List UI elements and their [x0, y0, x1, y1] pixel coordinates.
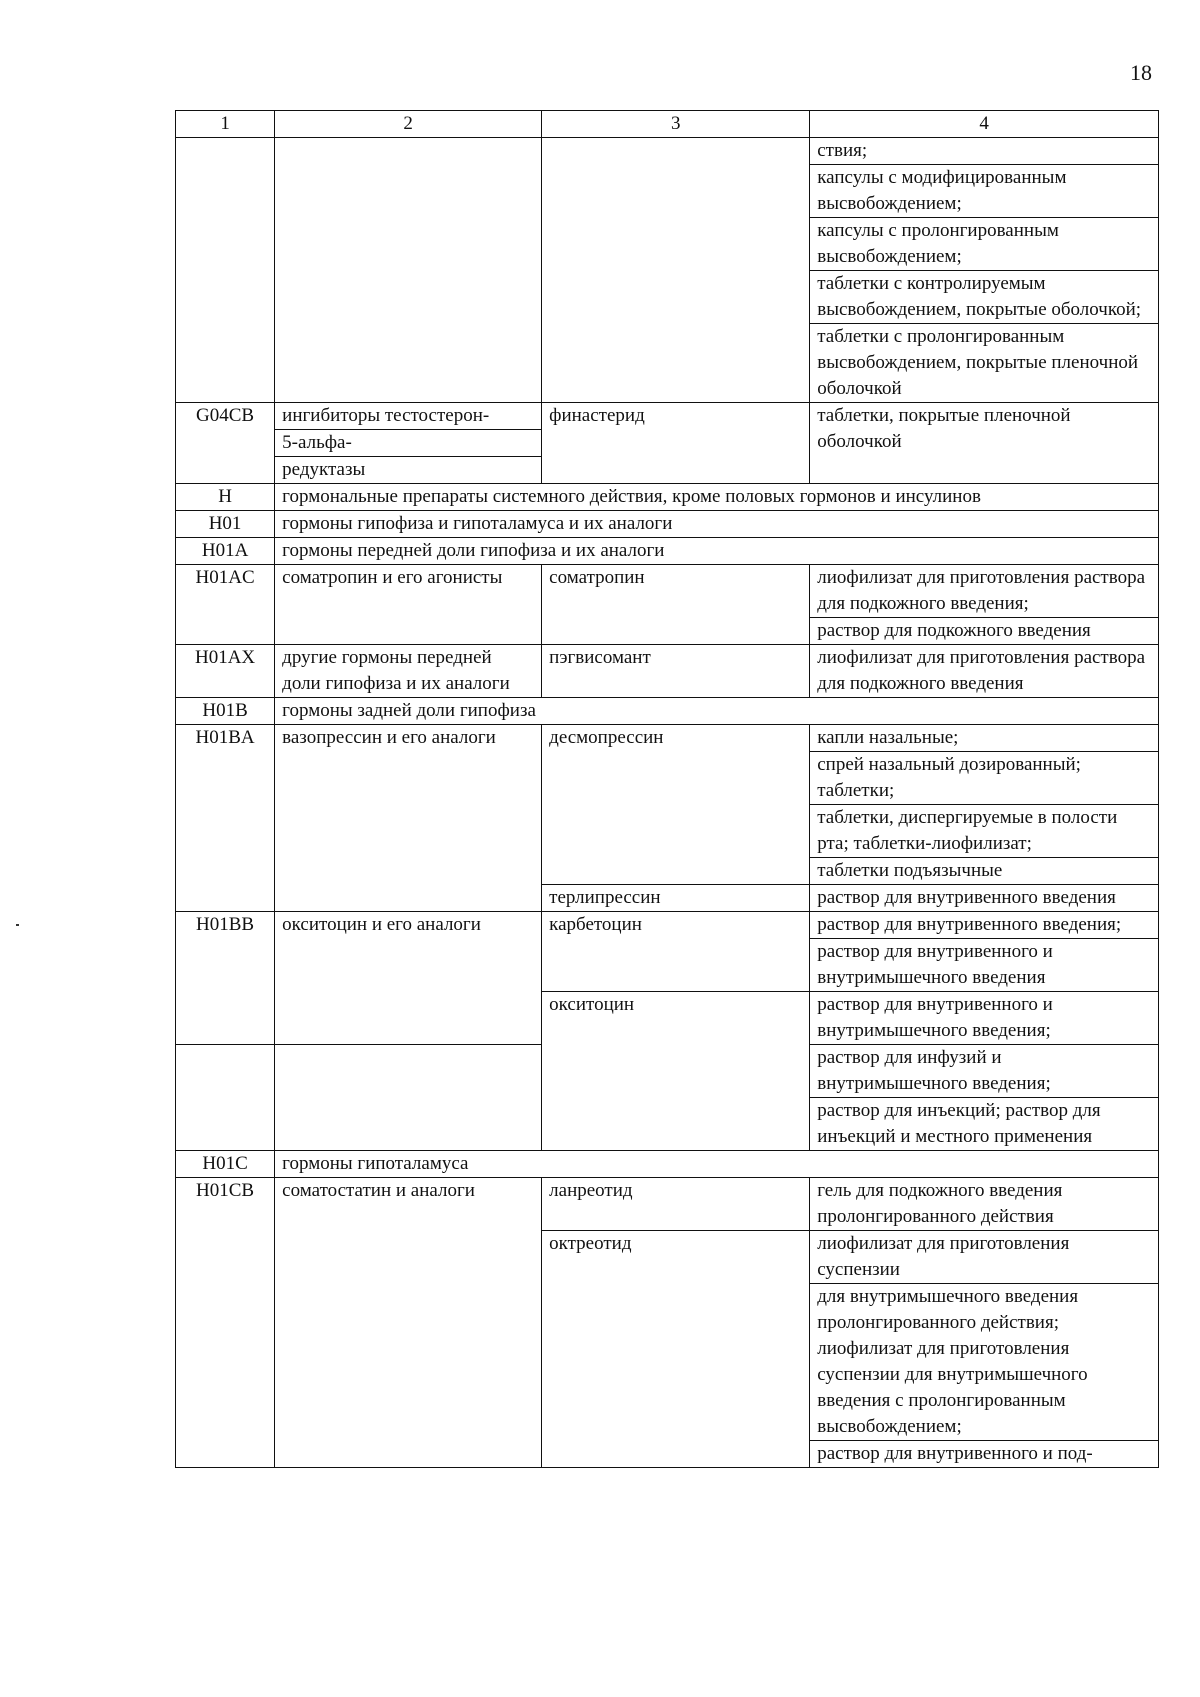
dosage-form-cell: капсулы с модифицированным высвобождением;	[810, 165, 1159, 218]
table-row	[176, 538, 1159, 565]
atc-code-cell: G04CB	[176, 403, 275, 484]
drug-name-cell: ланреотид	[542, 1178, 810, 1231]
group-name-cell: гормоны задней доли гипофиза	[275, 698, 1159, 725]
group-name-cell: ингибиторы тестостерон-	[275, 403, 542, 430]
group-name-cell: вазопрессин и его аналоги	[275, 725, 542, 912]
drug-name-cell: окситоцин	[542, 992, 810, 1151]
atc-code-cell: H01	[176, 511, 275, 538]
group-name-cell: другие гормоны передней доли гипофиза и их аналоги	[275, 645, 542, 698]
atc-code-cell: H01AC	[176, 565, 275, 645]
table-row	[176, 1178, 1159, 1231]
dosage-form-cell: капли назальные;	[810, 725, 1159, 752]
atc-code-cell: H01C	[176, 1151, 275, 1178]
empty-cell	[275, 1045, 542, 1151]
dosage-form-cell: раствор для внутривенного и внутримышечного введения;	[810, 992, 1159, 1045]
medicines-table	[175, 110, 1159, 1468]
col-header-2: 2	[275, 111, 542, 138]
drug-name-cell: финастерид	[542, 403, 810, 484]
table-row	[176, 725, 1159, 752]
dosage-form-cell: раствор для подкожного введения	[810, 618, 1159, 645]
table-row	[176, 511, 1159, 538]
col-header-4: 4	[810, 111, 1159, 138]
atc-code-cell: H01B	[176, 698, 275, 725]
atc-code-cell: H01AX	[176, 645, 275, 698]
dosage-form-cell: лиофилизат для приготовления раствора для подкожного введения	[810, 645, 1159, 698]
table-row	[176, 1151, 1159, 1178]
drug-name-cell: пэгвисомант	[542, 645, 810, 698]
empty-cell	[542, 138, 810, 403]
drug-name-cell: соматропин	[542, 565, 810, 645]
empty-cell	[275, 138, 542, 403]
atc-code-cell: H01BB	[176, 912, 275, 1045]
group-name-cell: соматостатин и аналоги	[275, 1178, 542, 1468]
page-number: 18	[1130, 60, 1152, 85]
dosage-form-cell: раствор для внутривенного введения	[810, 885, 1159, 912]
atc-code-cell: H01CB	[176, 1178, 275, 1468]
table-row	[176, 484, 1159, 511]
drug-name-cell: карбетоцин	[542, 912, 810, 992]
dosage-form-cell: таблетки подъязычные	[810, 858, 1159, 885]
group-name-cell: гормональные препараты системного действия, кроме половых гормонов и инсулинов	[275, 484, 1159, 511]
group-name-cell: гормоны гипофиза и гипоталамуса и их аналоги	[275, 511, 1159, 538]
table-row	[176, 565, 1159, 618]
table-row	[176, 138, 1159, 165]
table-row	[176, 645, 1159, 698]
group-name-cell: соматропин и его агонисты	[275, 565, 542, 645]
table-header-row	[176, 111, 1159, 138]
dosage-form-cell: капсулы с пролонгированным высвобождением;	[810, 218, 1159, 271]
dosage-form-cell: раствор для инъекций; раствор для инъекций и местного применения	[810, 1098, 1159, 1151]
drug-name-cell: десмопрессин	[542, 725, 810, 885]
group-name-cell: гормоны гипоталамуса	[275, 1151, 1159, 1178]
atc-code-cell: H01A	[176, 538, 275, 565]
drug-name-cell: терлипрессин	[542, 885, 810, 912]
dosage-form-cell: лиофилизат для приготовления суспензии	[810, 1231, 1159, 1284]
scan-speck	[16, 924, 19, 926]
group-name-cell: окситоцин и его аналоги	[275, 912, 542, 1045]
dosage-form-cell: таблетки с пролонгированным высвобождением, покрытые пленочной оболочкой	[810, 324, 1159, 403]
table-row	[176, 403, 1159, 430]
dosage-form-cell: для внутримышечного введения пролонгированного действия; лиофилизат для приготовления суспензии для внутримышечного введения с пролонгированным высвобождением;	[810, 1284, 1159, 1441]
dosage-form-cell: гель для подкожного введения пролонгированного действия	[810, 1178, 1159, 1231]
dosage-form-cell: лиофилизат для приготовления раствора для подкожного введения;	[810, 565, 1159, 618]
dosage-form-cell: спрей назальный дозированный; таблетки;	[810, 752, 1159, 805]
table-row	[176, 698, 1159, 725]
empty-cell	[176, 1045, 275, 1151]
dosage-form-cell: таблетки с контролируемым высвобождением, покрытые оболочкой;	[810, 271, 1159, 324]
group-name-cell: редуктазы	[275, 457, 542, 484]
col-header-3: 3	[542, 111, 810, 138]
dosage-form-cell: таблетки, покрытые пленочной оболочкой	[810, 403, 1159, 484]
dosage-form-cell: ствия;	[810, 138, 1159, 165]
atc-code-cell: H	[176, 484, 275, 511]
dosage-form-cell: раствор для внутривенного и внутримышечного введения	[810, 939, 1159, 992]
group-name-cell: гормоны передней доли гипофиза и их аналоги	[275, 538, 1159, 565]
dosage-form-cell: раствор для внутривенного и под-	[810, 1441, 1159, 1468]
empty-cell	[176, 138, 275, 403]
dosage-form-cell: раствор для внутривенного введения;	[810, 912, 1159, 939]
drug-name-cell: октреотид	[542, 1231, 810, 1468]
atc-code-cell: H01BA	[176, 725, 275, 912]
col-header-1: 1	[176, 111, 275, 138]
dosage-form-cell: таблетки, диспергируемые в полости рта; таблетки-лиофилизат;	[810, 805, 1159, 858]
table-row	[176, 912, 1159, 939]
dosage-form-cell: раствор для инфузий и внутримышечного введения;	[810, 1045, 1159, 1098]
group-name-cell: 5-альфа-	[275, 430, 542, 457]
